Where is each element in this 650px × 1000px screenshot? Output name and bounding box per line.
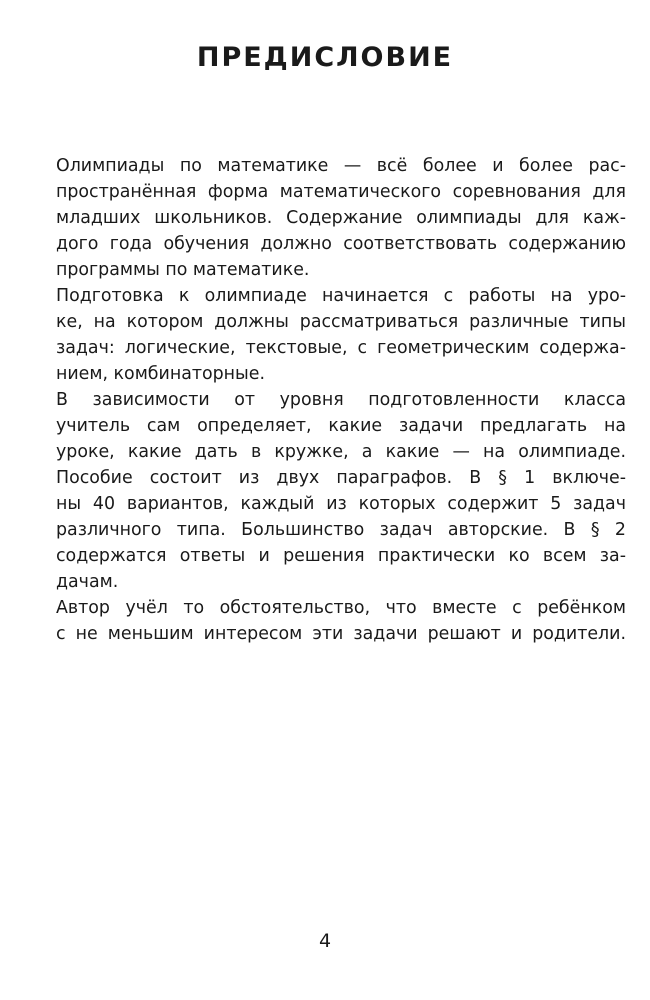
text-line: дого года обучения должно соответствовать содержанию (56, 234, 626, 254)
text-line: Автор учёл то обстоятельство, что вместе с ребёнком (56, 598, 626, 618)
text-line: программы по математике. (56, 260, 310, 280)
paragraph-5 (56, 595, 626, 647)
text-line: В зависимости от уровня подготовленности класса (56, 390, 626, 410)
paragraph-3 (56, 387, 626, 465)
text-line: различного типа. Большинство задач авторские. В § 2 (56, 520, 626, 540)
paragraph-4 (56, 465, 626, 595)
text-line: младших школьников. Содержание олимпиады для каж- (56, 208, 626, 228)
text-line: Пособие состоит из двух параграфов. В § 1 включе- (56, 468, 626, 488)
page-title: ПРЕДИСЛОВИЕ (196, 42, 454, 73)
paragraph-1 (56, 153, 626, 283)
paragraph-2 (56, 283, 626, 387)
text-line: с не меньшим интересом эти задачи решают и родители. (56, 624, 626, 644)
text-line: нием, комбинаторные. (56, 364, 266, 384)
preface-body (56, 153, 626, 647)
text-line: уроке, какие дать в кружке, а какие — на олимпиаде. (56, 442, 626, 462)
text-line: Олимпиады по математике — всё более и более рас- (56, 156, 626, 176)
text-line: задач: логические, текстовые, с геометрическим содержа- (56, 338, 626, 358)
text-line: пространённая форма математического соревнования для (56, 182, 626, 202)
page-number: 4 (318, 930, 332, 952)
text-line: учитель сам определяет, какие задачи предлагать на (56, 416, 626, 436)
text-line: содержатся ответы и решения практически ко всем за- (56, 546, 626, 566)
text-line: Подготовка к олимпиаде начинается с работы на уро- (56, 286, 626, 306)
text-line: ке, на котором должны рассматриваться различные типы (56, 312, 626, 332)
text-line: ны 40 вариантов, каждый из которых содержит 5 задач (56, 494, 626, 514)
text-line: дачам. (56, 572, 119, 592)
